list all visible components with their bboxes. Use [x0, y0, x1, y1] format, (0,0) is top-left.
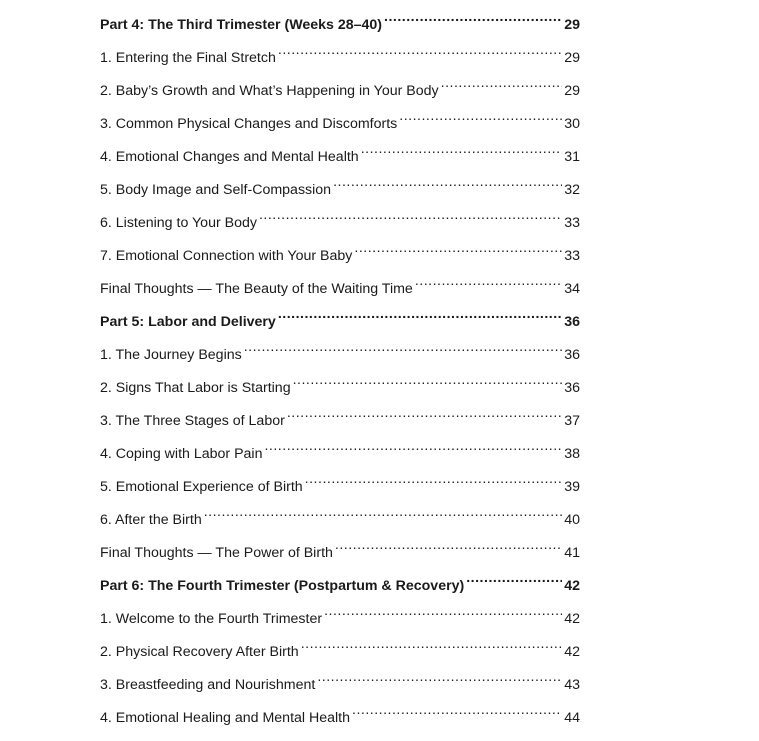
dot-leader	[278, 38, 562, 62]
toc-page-number: 29	[564, 50, 580, 66]
dot-leader	[384, 5, 562, 29]
dot-leader	[399, 104, 562, 128]
toc-entry[interactable]	[100, 71, 580, 104]
toc-entry-title: 4. Emotional Healing and Mental Health	[100, 710, 351, 726]
toc-page-number: 42	[564, 611, 580, 627]
toc-entry-title: 1. Welcome to the Fourth Trimester	[100, 611, 323, 627]
toc-page-number: 33	[564, 248, 580, 264]
toc-page-number: 41	[564, 545, 580, 561]
toc-entry[interactable]	[100, 236, 580, 269]
toc-page-number: 29	[564, 83, 580, 99]
dot-leader	[441, 71, 563, 95]
toc-entry-title: 6. After the Birth	[100, 512, 202, 528]
dot-leader	[352, 698, 562, 722]
dot-leader	[415, 269, 562, 293]
dot-leader	[333, 170, 562, 194]
toc-entry-title: 3. Breastfeeding and Nourishment	[100, 677, 316, 693]
toc-page-number: 43	[564, 677, 580, 693]
toc-entry-title: 5. Body Image and Self-Compassion	[100, 182, 332, 198]
toc-entry-title: 3. Common Physical Changes and Discomforts	[100, 116, 398, 132]
toc-entry-title: 2. Signs That Labor is Starting	[100, 380, 291, 396]
toc-entry[interactable]	[100, 203, 580, 236]
toc-entry[interactable]	[100, 533, 580, 566]
toc-page-number: 44	[564, 710, 580, 726]
toc-entry-title: 2. Baby’s Growth and What’s Happening in Your Body	[100, 83, 439, 99]
toc-entry-title: 1. The Journey Begins	[100, 347, 242, 363]
toc-entry-title: Part 4: The Third Trimester (Weeks 28–40)	[100, 17, 383, 33]
toc-part-heading[interactable]	[100, 566, 580, 599]
toc-page-number: 29	[564, 17, 580, 33]
dot-leader	[301, 632, 563, 656]
table-of-contents	[100, 5, 580, 731]
toc-entry[interactable]	[100, 698, 580, 731]
toc-page-number: 39	[564, 479, 580, 495]
dot-leader	[264, 434, 562, 458]
toc-entry-title: Part 6: The Fourth Trimester (Postpartum & Recovery)	[100, 578, 465, 594]
toc-page-number: 30	[564, 116, 580, 132]
toc-part-heading[interactable]	[100, 5, 580, 38]
toc-page-number: 32	[564, 182, 580, 198]
toc-entry[interactable]	[100, 38, 580, 71]
dot-leader	[335, 533, 562, 557]
toc-part-heading[interactable]	[100, 302, 580, 335]
dot-leader	[354, 236, 562, 260]
toc-entry-title: Final Thoughts — The Power of Birth	[100, 545, 333, 561]
dot-leader	[324, 599, 562, 623]
toc-page-number: 33	[564, 215, 580, 231]
toc-entry-title: 4. Coping with Labor Pain	[100, 446, 263, 462]
dot-leader	[466, 566, 562, 590]
toc-page-number: 38	[564, 446, 580, 462]
toc-page-number: 40	[564, 512, 580, 528]
toc-entry[interactable]	[100, 632, 580, 665]
toc-entry[interactable]	[100, 434, 580, 467]
dot-leader	[287, 401, 562, 425]
toc-entry-title: Final Thoughts — The Beauty of the Waiting Time	[100, 281, 413, 297]
toc-entry[interactable]	[100, 104, 580, 137]
toc-page-number: 42	[564, 644, 580, 660]
toc-entry-title: 4. Emotional Changes and Mental Health	[100, 149, 359, 165]
toc-entry[interactable]	[100, 368, 580, 401]
dot-leader	[244, 335, 563, 359]
dot-leader	[259, 203, 562, 227]
toc-entry-title: 1. Entering the Final Stretch	[100, 50, 276, 66]
toc-entry-title: 2. Physical Recovery After Birth	[100, 644, 299, 660]
toc-entry[interactable]	[100, 467, 580, 500]
toc-entry-title: 6. Listening to Your Body	[100, 215, 257, 231]
dot-leader	[293, 368, 563, 392]
toc-entry[interactable]	[100, 137, 580, 170]
toc-page-number: 34	[564, 281, 580, 297]
toc-entry-title: 3. The Three Stages of Labor	[100, 413, 285, 429]
dot-leader	[278, 302, 562, 326]
toc-page-number: 36	[564, 314, 580, 330]
toc-entry-title: Part 5: Labor and Delivery	[100, 314, 276, 330]
toc-entry[interactable]	[100, 599, 580, 632]
toc-entry[interactable]	[100, 500, 580, 533]
dot-leader	[305, 467, 563, 491]
dot-leader	[204, 500, 562, 524]
toc-entry-title: 5. Emotional Experience of Birth	[100, 479, 303, 495]
toc-entry-title: 7. Emotional Connection with Your Baby	[100, 248, 353, 264]
toc-entry[interactable]	[100, 665, 580, 698]
toc-entry[interactable]	[100, 269, 580, 302]
toc-page-number: 42	[564, 578, 580, 594]
toc-page-number: 36	[564, 380, 580, 396]
toc-entry[interactable]	[100, 335, 580, 368]
dot-leader	[361, 137, 563, 161]
toc-page-number: 36	[564, 347, 580, 363]
toc-page-number: 37	[564, 413, 580, 429]
toc-page-number: 31	[564, 149, 580, 165]
toc-entry[interactable]	[100, 401, 580, 434]
dot-leader	[317, 665, 562, 689]
toc-entry[interactable]	[100, 170, 580, 203]
